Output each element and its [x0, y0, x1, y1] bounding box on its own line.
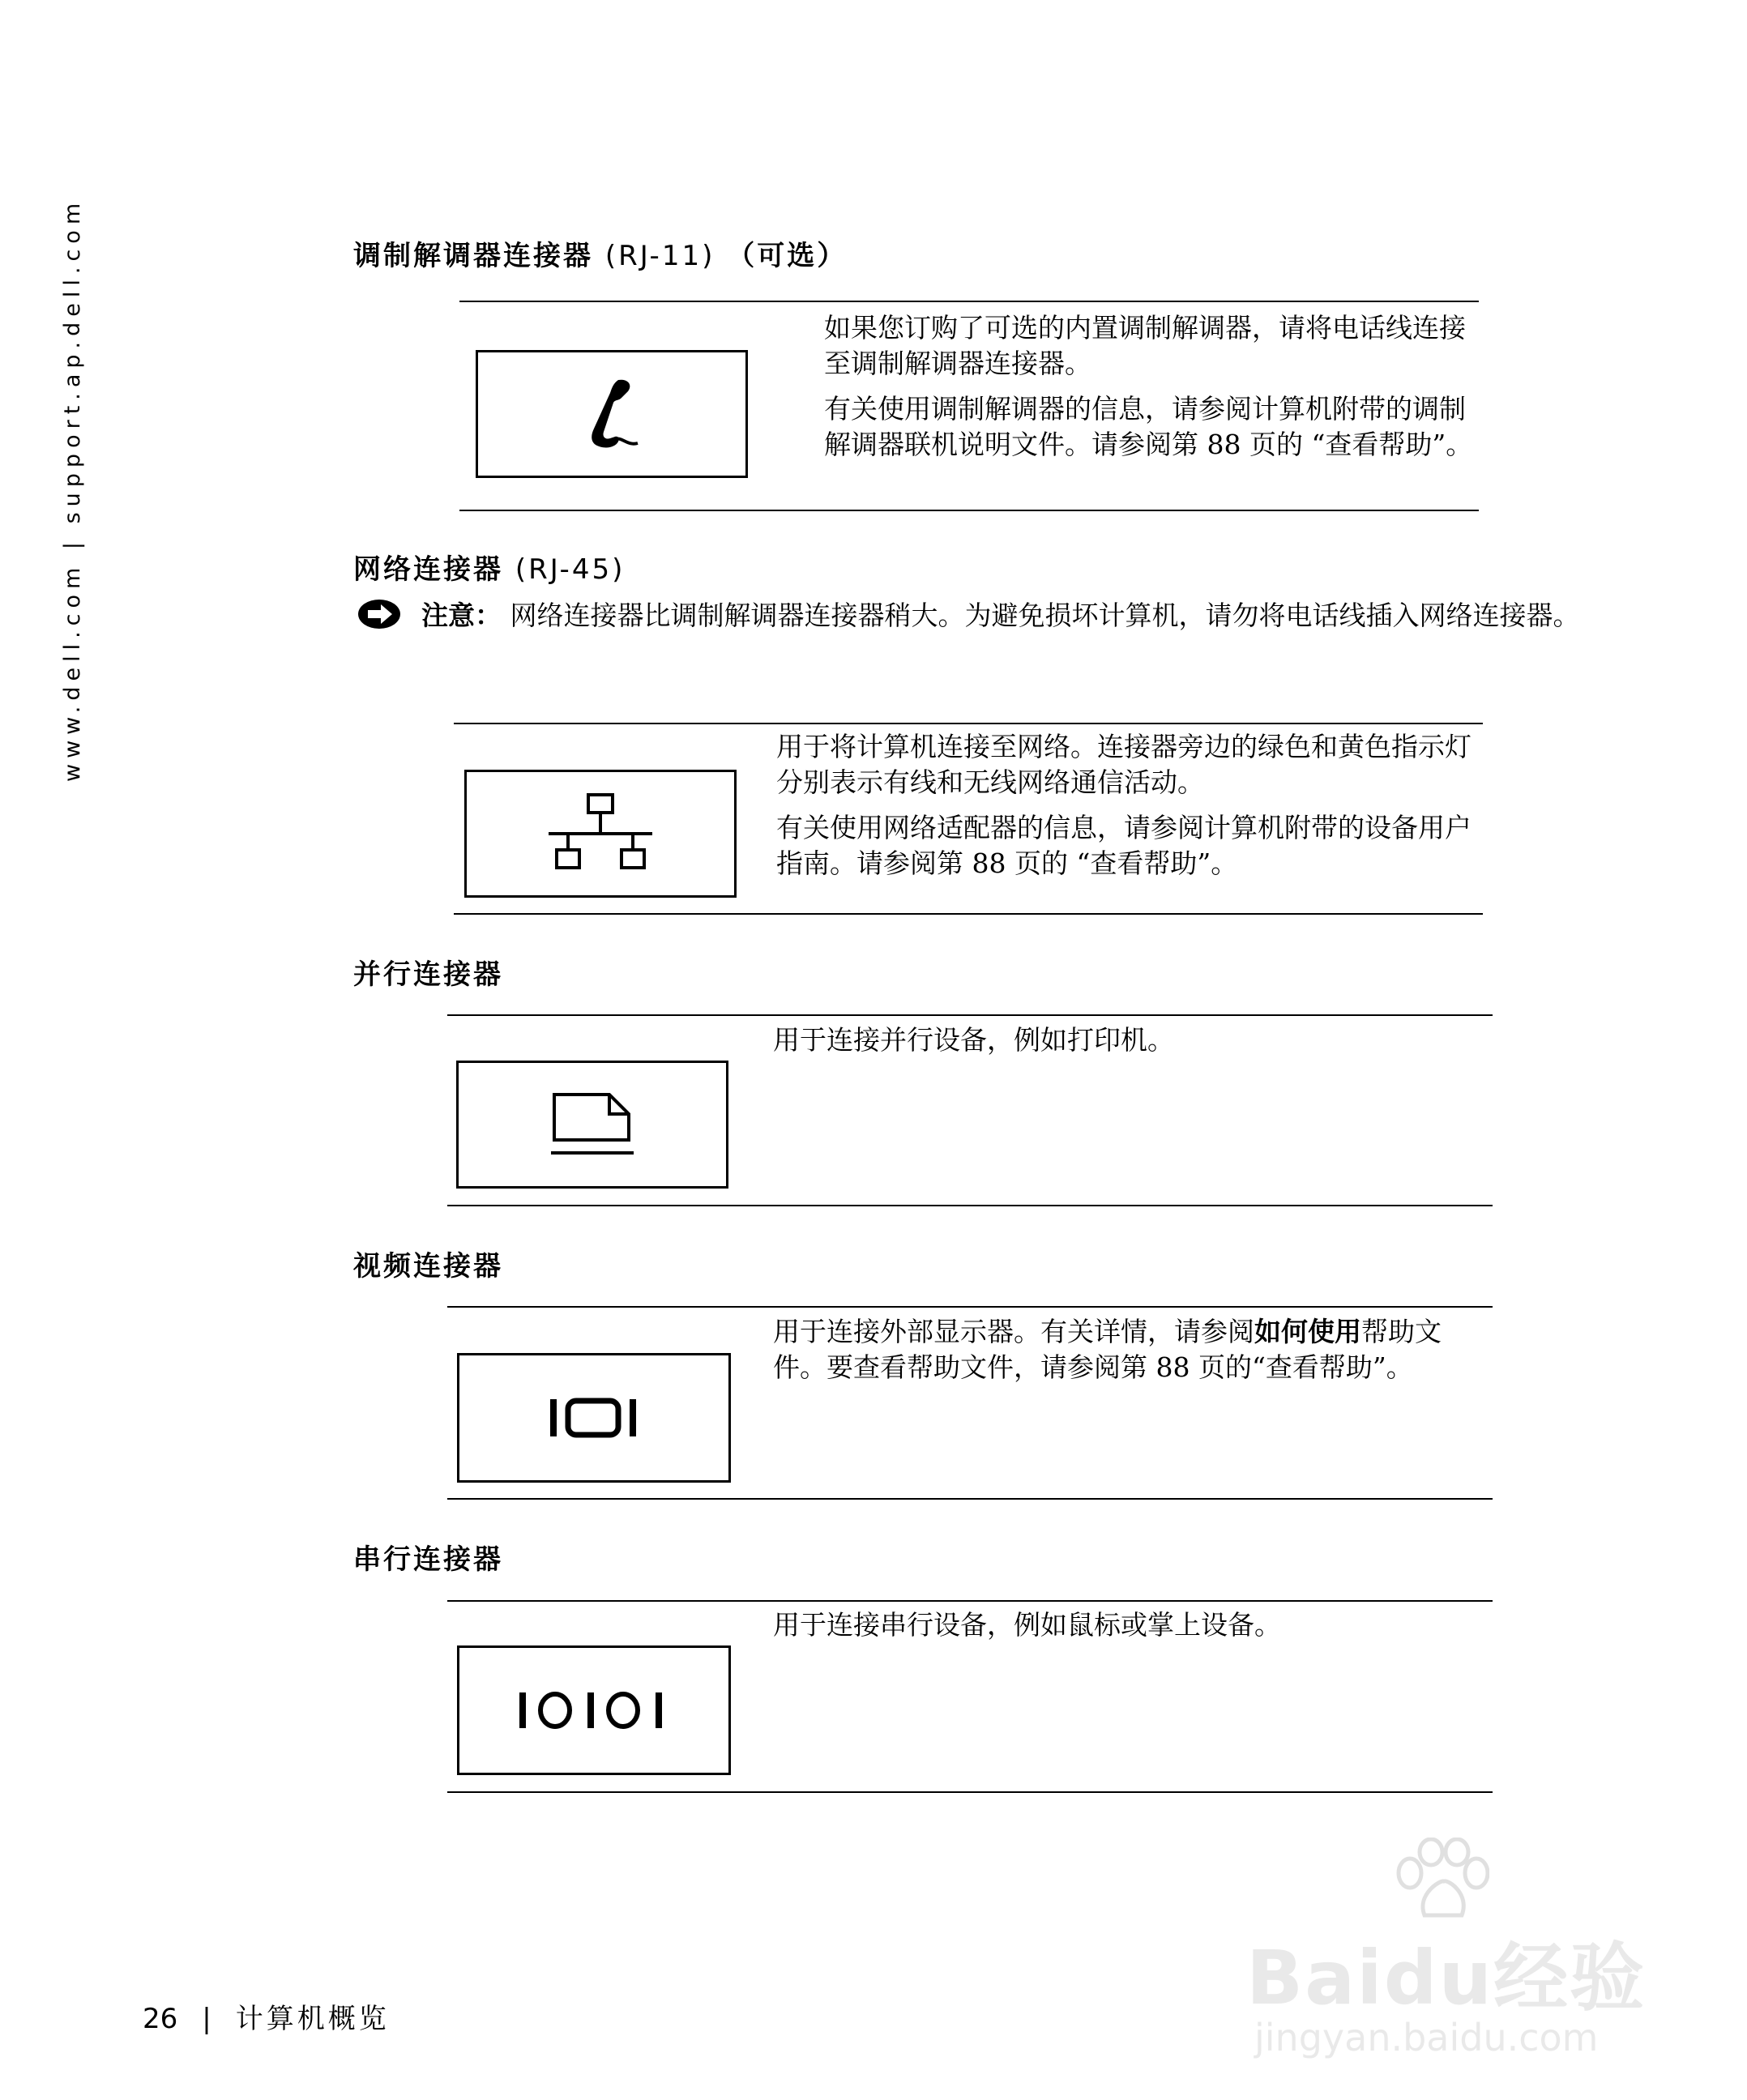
modem-port-box	[476, 350, 748, 478]
heading-text: 并行连接器	[353, 958, 503, 991]
footer-separator: |	[202, 2003, 211, 2035]
chapter-title: 计算机概览	[235, 2003, 390, 2035]
table-top-rule	[447, 1014, 1493, 1016]
serial-port-box	[457, 1645, 731, 1775]
video-port-box	[457, 1353, 731, 1483]
video-port-icon	[545, 1389, 643, 1446]
table-top-rule	[447, 1306, 1493, 1308]
telephone-handset-icon	[571, 373, 652, 455]
table-bottom-rule	[459, 510, 1479, 511]
notice-arrow-icon	[357, 598, 402, 630]
table-top-rule	[454, 723, 1483, 724]
text-part: 用于连接外部显示器。有关详情，请参阅	[773, 1316, 1254, 1347]
paragraph: 用于将计算机连接至网络。连接器旁边的绿色和黄色指示灯分别表示有线和无线网络通信活动。	[776, 731, 1471, 798]
table-bottom-rule	[454, 913, 1483, 915]
section-heading-parallel	[353, 952, 503, 992]
video-description	[773, 1314, 1486, 1395]
section-heading-serial	[353, 1537, 503, 1577]
parallel-description	[773, 1022, 1478, 1068]
watermark-brand: Baidu经验	[1246, 1935, 1647, 2021]
heading-text: 调制解调器连接器	[353, 240, 593, 272]
paragraph	[773, 1314, 1486, 1385]
parallel-port-icon	[548, 1088, 637, 1161]
page-number: 26	[143, 2003, 178, 2035]
serial-port-icon	[513, 1686, 675, 1735]
notice-block	[421, 596, 1588, 635]
heading-text: 串行连接器	[353, 1543, 503, 1576]
section-heading-network	[353, 547, 625, 587]
watermark-site: jingyan.baidu.com	[1254, 2016, 1599, 2059]
paragraph: 用于连接串行设备，例如鼠标或掌上设备。	[773, 1609, 1281, 1641]
side-url: www.dell.com | support.ap.dell.com	[60, 197, 85, 782]
paragraph: 有关使用调制解调器的信息，请参阅计算机附带的调制解调器联机说明文件。请参阅第 88 页的 “查看帮助”。	[824, 393, 1473, 460]
paragraph: 如果您订购了可选的内置调制解调器，请将电话线连接至调制解调器连接器。	[824, 312, 1466, 379]
table-bottom-rule	[447, 1498, 1493, 1500]
text-part: 帮助文件。要查看帮助文件，请参阅第 88 页的“查看帮助”。	[773, 1316, 1442, 1383]
page-footer	[143, 1996, 390, 2036]
heading-suffix-optional: （可选）	[727, 240, 848, 272]
help-link-title: 如何使用	[1254, 1316, 1361, 1347]
notice-label: 注意：	[421, 600, 502, 631]
modem-description	[824, 310, 1480, 472]
serial-description	[773, 1607, 1486, 1653]
heading-suffix: (RJ-11)	[604, 240, 715, 272]
paw-logo-icon	[1392, 1838, 1489, 1927]
network-icon	[544, 793, 657, 874]
notice-text: 网络连接器比调制解调器连接器稍大。为避免损坏计算机，请勿将电话线插入网络连接器。	[510, 600, 1580, 631]
table-bottom-rule	[447, 1205, 1493, 1206]
parallel-port-box	[456, 1061, 728, 1189]
table-bottom-rule	[447, 1791, 1493, 1793]
network-port-box	[464, 770, 737, 898]
heading-text: 视频连接器	[353, 1250, 503, 1283]
heading-text: 网络连接器	[353, 553, 503, 586]
table-top-rule	[447, 1600, 1493, 1602]
heading-suffix: (RJ-45)	[515, 553, 626, 586]
section-heading-video	[353, 1244, 503, 1283]
network-description	[776, 729, 1481, 891]
paragraph: 用于连接并行设备，例如打印机。	[773, 1024, 1174, 1056]
paragraph: 有关使用网络适配器的信息，请参阅计算机附带的设备用户指南。请参阅第 88 页的 “查看帮助”。	[776, 812, 1471, 879]
table-top-rule	[459, 301, 1479, 302]
section-heading-modem	[353, 233, 847, 273]
